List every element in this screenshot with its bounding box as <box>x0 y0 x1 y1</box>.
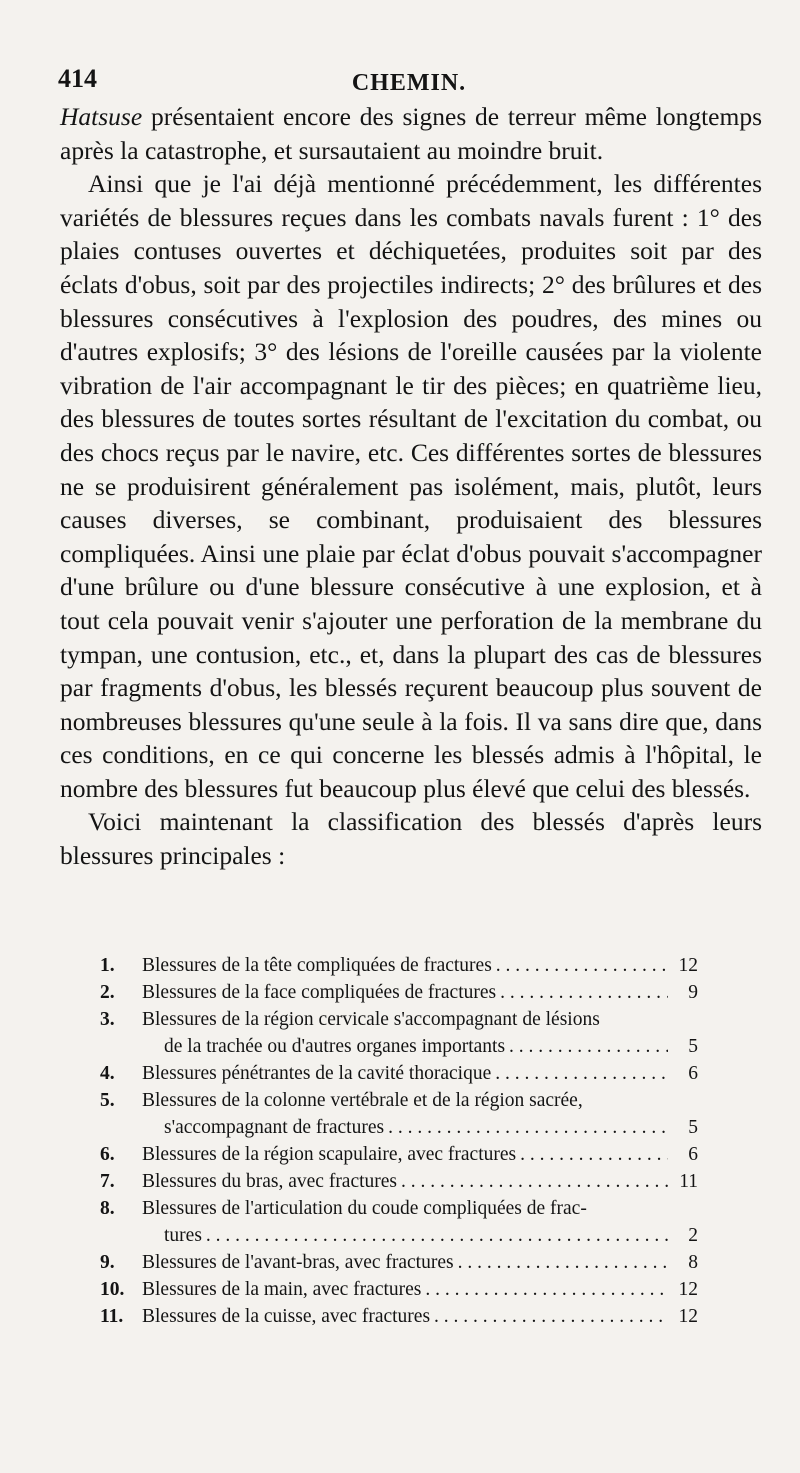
page-header <box>58 64 760 104</box>
list-item-body <box>142 1141 698 1168</box>
list-item-count: 12 <box>678 1279 698 1300</box>
ship-name: Hatsuse <box>60 102 143 131</box>
list-item-number: 2. <box>100 982 115 1003</box>
dot-leader <box>425 1276 668 1303</box>
list-item <box>100 1087 698 1141</box>
list-item-label: Blessures de la région cervicale s'accompagnant de lésions <box>142 1009 600 1030</box>
list-item-body <box>142 979 698 1006</box>
list-item-count: 9 <box>688 982 698 1003</box>
list-item <box>100 1060 698 1087</box>
list-item-count: 6 <box>688 1063 698 1084</box>
dot-leader <box>206 1222 668 1249</box>
list-item <box>100 1168 698 1195</box>
list-item-count: 6 <box>688 1144 698 1165</box>
list-item-count: 12 <box>678 955 698 976</box>
list-item <box>100 979 698 1006</box>
list-item-continuation <box>142 1222 698 1249</box>
list-item-count: 12 <box>678 1306 698 1327</box>
list-item <box>100 1195 698 1249</box>
list-item-label: Blessures pénétrantes de la cavité thoracique <box>142 1063 492 1084</box>
list-item-continuation <box>142 1033 698 1060</box>
wound-classification-list <box>100 952 698 1330</box>
page-number: 414 <box>58 64 97 93</box>
list-item-number: 9. <box>100 1252 115 1273</box>
list-item-label: Blessures de la cuisse, avec fractures <box>142 1306 431 1327</box>
list-item-label: Blessures de la face compliquées de fractures <box>142 982 497 1003</box>
list-item <box>100 952 698 979</box>
dot-leader <box>495 1060 668 1087</box>
dot-leader <box>434 1303 668 1330</box>
dot-leader <box>496 952 668 979</box>
list-item-body <box>142 1006 698 1060</box>
dot-leader <box>509 1033 668 1060</box>
list-item-number: 4. <box>100 1063 115 1084</box>
list-item <box>100 1276 698 1303</box>
list-item <box>100 1141 698 1168</box>
list-item-label: Blessures du bras, avec fractures <box>142 1171 398 1192</box>
list-item-label: Blessures de la colonne vertébrale et de la région sacrée, <box>142 1090 583 1111</box>
list-item-label: Blessures de la région scapulaire, avec fractures <box>142 1144 517 1165</box>
list-item-count: 5 <box>688 1117 698 1138</box>
list-item-count: 8 <box>688 1252 698 1273</box>
paragraph-2: Ainsi que je l'ai déjà mentionné précédemment, les différentes variétés de blessures reçues dans les combats navals furent : 1° des plaies contuses ouvertes et déchiquetées, produites soit par des éclats d'obus, soit par des projectiles indirects; 2° des brûlures et des blessures consécutives à l'explosion des poudres, des mines ou d'autres explosifs; 3° des lésions de l'oreille causées par la violente vibration de l'air accompagnant le tir des pièces; en quatrième lieu, des blessures de toutes sortes résultant de l'excitation du combat, ou des chocs reçus par le navire, etc. Ces différentes sortes de blessures ne se produisirent généralement pas isolément, mais, plutôt, leurs causes diverses, se combinant, produisaient des blessures compliquées. Ainsi une plaie par éclat d'obus pouvait s'accompagner d'une brûlure ou d'une blessure consécutive à une explosion, et à tout cela pouvait venir s'ajouter une perforation de la membrane du tympan, une contusion, etc., et, dans la plupart des cas de blessures par fragments d'obus, les blessés reçurent beaucoup plus souvent de nombreuses blessures qu'une seule à la fois. Il va sans dire que, dans ces conditions, en ce qui concerne les blessés admis à l'hôpital, le nombre des blessures fut beaucoup plus élevé que celui des blessés. <box>60 169 762 803</box>
list-item-body <box>142 1195 698 1249</box>
list-item-label: Blessures de la main, avec fractures <box>142 1279 422 1300</box>
list-item-count: 2 <box>688 1225 698 1246</box>
dot-leader <box>520 1141 668 1168</box>
dot-leader <box>458 1249 668 1276</box>
paragraph-3: Voici maintenant la classification des blessés d'après leurs blessures principales : <box>60 807 762 871</box>
list-item-label: s'accompagnant de fractures <box>164 1117 385 1138</box>
list-item-number: 1. <box>100 955 115 976</box>
list-item-body <box>142 1249 698 1276</box>
list-item-label: Blessures de l'articulation du coude compliquées de frac- <box>142 1198 587 1219</box>
running-title: CHEMIN. <box>351 70 467 96</box>
list-item-label: tures <box>164 1225 202 1246</box>
list-item-number: 10. <box>100 1279 125 1300</box>
list-item-number: 8. <box>100 1198 115 1219</box>
list-item <box>100 1006 698 1060</box>
list-item-number: 11. <box>100 1306 124 1327</box>
list-item-body <box>142 1276 698 1303</box>
list-item-number: 6. <box>100 1144 115 1165</box>
list-item <box>100 1303 698 1330</box>
list-item <box>100 1249 698 1276</box>
list-item-number: 5. <box>100 1090 115 1111</box>
list-item-label: Blessures de la tête compliquées de fractures <box>142 955 492 976</box>
list-item-body <box>142 1168 698 1195</box>
list-item-label: de la trachée ou d'autres organes importants <box>164 1036 506 1057</box>
list-item-continuation <box>142 1114 698 1141</box>
body-text <box>60 100 762 873</box>
dot-leader <box>401 1168 668 1195</box>
paragraph-1-text: présentaient encore des signes de terreur même longtemps après la catastrophe, et sursautaient au moindre bruit. <box>60 102 762 165</box>
list-item-number: 3. <box>100 1009 115 1030</box>
paragraph-1 <box>60 100 762 167</box>
list-item-number: 7. <box>100 1171 115 1192</box>
list-item-body <box>142 1060 698 1087</box>
list-item-body <box>142 1303 698 1330</box>
dot-leader <box>500 979 668 1006</box>
list-item-count: 5 <box>688 1036 698 1057</box>
list-item-body <box>142 1087 698 1141</box>
list-item-count: 11 <box>679 1171 698 1192</box>
dot-leader <box>388 1114 668 1141</box>
list-item-body <box>142 952 698 979</box>
list-item-label: Blessures de l'avant-bras, avec fractures <box>142 1252 454 1273</box>
